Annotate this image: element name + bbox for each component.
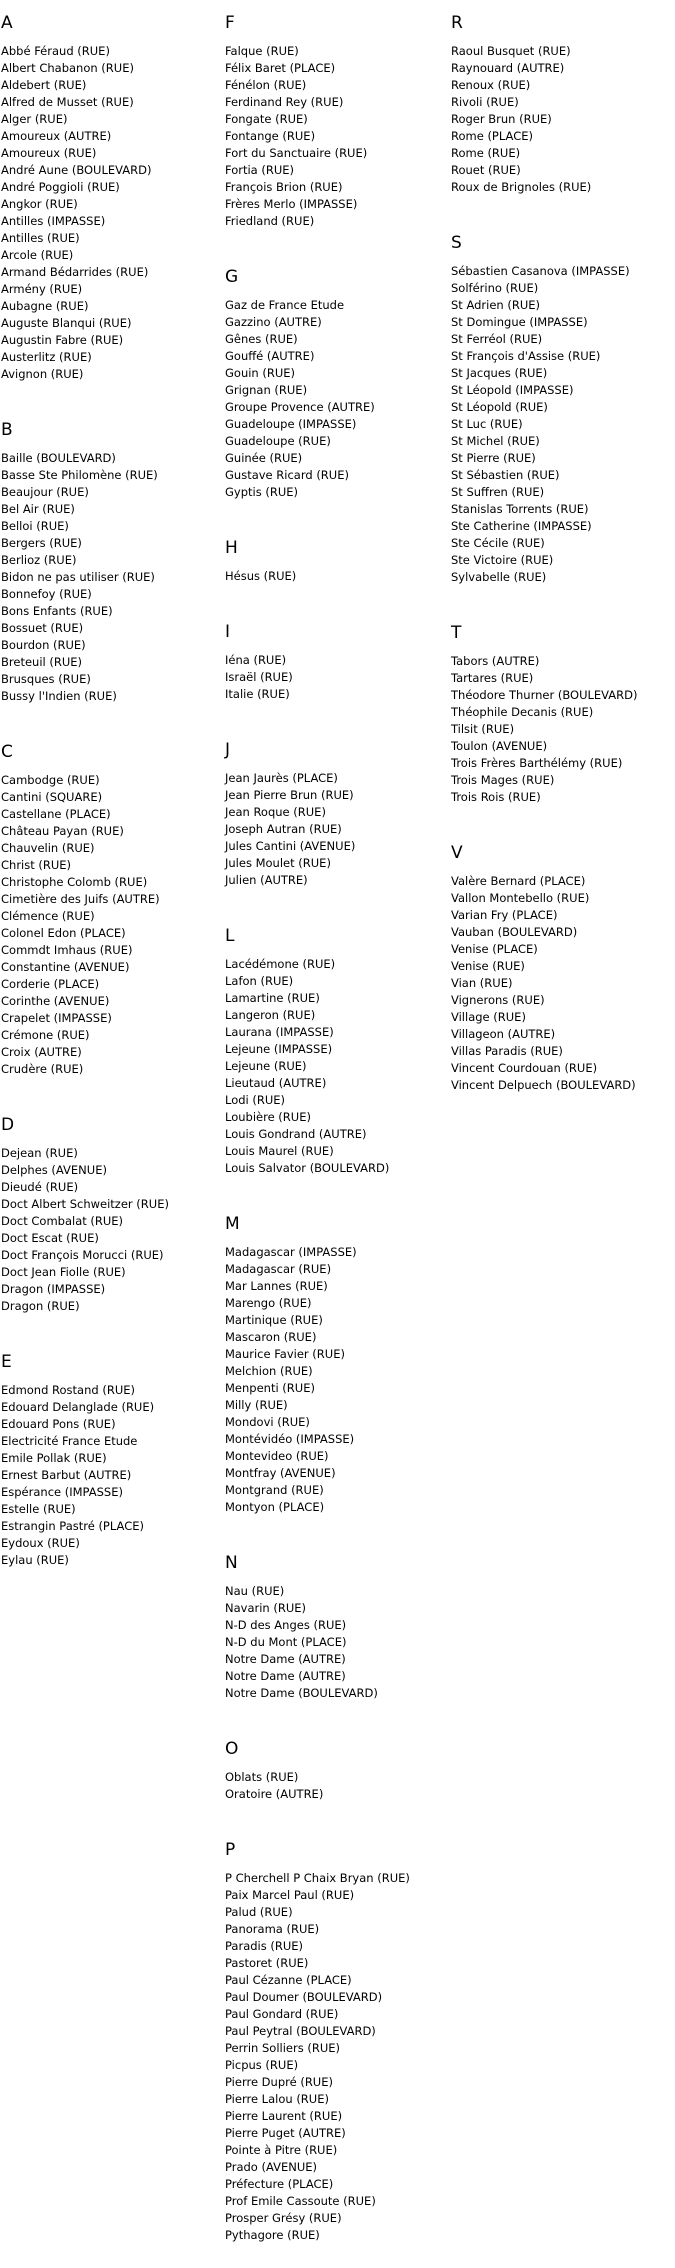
- street-link[interactable]: Rome (RUE): [451, 146, 521, 160]
- street-link[interactable]: Cimetière des Juifs (AUTRE): [1, 892, 160, 906]
- street-link[interactable]: Alger (RUE): [1, 112, 68, 126]
- street-link[interactable]: Belloi (RUE): [1, 519, 69, 533]
- street-link[interactable]: Gênes (RUE): [225, 332, 298, 346]
- letter-section-e: [1, 1351, 219, 1593]
- street-link[interactable]: Doct Escat (RUE): [1, 1231, 99, 1245]
- street-link[interactable]: Paul Doumer (BOULEVARD): [225, 1990, 383, 2004]
- street-link[interactable]: Joseph Autran (RUE): [225, 822, 342, 836]
- street-link[interactable]: Bidon ne pas utiliser (RUE): [1, 570, 155, 584]
- street-link[interactable]: Bourdon (RUE): [1, 638, 86, 652]
- street-link[interactable]: Doct Albert Schweitzer (RUE): [1, 1197, 169, 1211]
- street-link[interactable]: Paul Peytral (BOULEVARD): [225, 2024, 376, 2038]
- street-link[interactable]: Laurana (IMPASSE): [225, 1025, 334, 1039]
- section-spacer: [451, 196, 669, 220]
- section-letter-heading: E: [1, 1352, 12, 1372]
- street-link[interactable]: Pierre Dupré (RUE): [225, 2075, 333, 2089]
- section-spacer: [225, 703, 443, 727]
- street-link[interactable]: Prof Emile Cassoute (RUE): [225, 2194, 376, 2208]
- street-link[interactable]: Austerlitz (RUE): [1, 350, 92, 364]
- street-link[interactable]: Milly (RUE): [225, 1398, 288, 1412]
- street-link[interactable]: Delphes (AVENUE): [1, 1163, 107, 1177]
- section-letter-heading: J: [225, 740, 231, 760]
- street-link[interactable]: Bons Enfants (RUE): [1, 604, 113, 618]
- section-spacer: [225, 1177, 443, 1201]
- street-link[interactable]: Guinée (RUE): [225, 451, 303, 465]
- street-link[interactable]: Jean Pierre Brun (RUE): [225, 788, 354, 802]
- street-link[interactable]: Fontange (RUE): [225, 129, 316, 143]
- street-link[interactable]: Antilles (IMPASSE): [1, 214, 106, 228]
- street-link[interactable]: Jean Roque (RUE): [225, 805, 326, 819]
- letter-section-a: [1, 12, 219, 407]
- letter-section-s: [451, 232, 669, 610]
- street-link[interactable]: Bussy l'Indien (RUE): [1, 689, 117, 703]
- street-link[interactable]: Guadeloupe (IMPASSE): [225, 417, 357, 431]
- street-link[interactable]: Eylau (RUE): [1, 1553, 69, 1567]
- street-link[interactable]: Lacédémone (RUE): [225, 957, 336, 971]
- letter-section-j: [225, 739, 443, 913]
- letter-section-o: [225, 1738, 443, 1827]
- street-link[interactable]: Auguste Blanqui (RUE): [1, 316, 132, 330]
- street-link[interactable]: Arcole (RUE): [1, 248, 74, 262]
- street-link[interactable]: Village (RUE): [451, 1010, 526, 1024]
- street-link[interactable]: Picpus (RUE): [225, 2058, 299, 2072]
- street-link[interactable]: Edmond Rostand (RUE): [1, 1383, 135, 1397]
- letter-section-c: [1, 741, 219, 1102]
- street-link[interactable]: Espérance (IMPASSE): [1, 1485, 123, 1499]
- street-link[interactable]: François Brion (RUE): [225, 180, 343, 194]
- street-link[interactable]: Israël (RUE): [225, 670, 293, 684]
- street-link[interactable]: Colonel Edon (PLACE): [1, 926, 126, 940]
- section-spacer: [1, 1315, 219, 1339]
- section-letter-heading: B: [1, 420, 13, 440]
- street-link[interactable]: St Léopold (IMPASSE): [451, 383, 574, 397]
- letter-section-t: [451, 622, 669, 830]
- street-link[interactable]: Lamartine (RUE): [225, 991, 320, 1005]
- letter-section-p: [225, 1839, 443, 2268]
- street-link[interactable]: Oratoire (AUTRE): [225, 1787, 324, 1801]
- street-link[interactable]: Constantine (AVENUE): [1, 960, 130, 974]
- street-list: [225, 1244, 443, 1516]
- street-link[interactable]: Nau (RUE): [225, 1584, 285, 1598]
- section-letter-heading: I: [225, 622, 231, 642]
- letter-section-v: [451, 842, 669, 1118]
- street-link[interactable]: Fort du Sanctuaire (RUE): [225, 146, 368, 160]
- street-link[interactable]: St Pierre (RUE): [451, 451, 536, 465]
- street-link[interactable]: Montevideo (RUE): [225, 1449, 329, 1463]
- street-link[interactable]: Villas Paradis (RUE): [451, 1044, 563, 1058]
- section-letter-heading: C: [1, 742, 13, 762]
- street-list: [451, 873, 669, 1094]
- street-link[interactable]: Rouet (RUE): [451, 163, 521, 177]
- street-link[interactable]: Pointe à Pitre (RUE): [225, 2143, 338, 2157]
- street-link[interactable]: Corderie (PLACE): [1, 977, 100, 991]
- street-link[interactable]: Stanislas Torrents (RUE): [451, 502, 589, 516]
- letter-section-n: [225, 1552, 443, 1726]
- street-link[interactable]: Corinthe (AVENUE): [1, 994, 110, 1008]
- street-link[interactable]: Augustin Fabre (RUE): [1, 333, 124, 347]
- section-letter-heading: S: [451, 233, 462, 253]
- letter-section-b: [1, 419, 219, 729]
- street-link[interactable]: Julien (AUTRE): [225, 873, 308, 887]
- street-link[interactable]: Montyon (PLACE): [225, 1500, 325, 1514]
- street-link[interactable]: Gouin (RUE): [225, 366, 296, 380]
- street-link[interactable]: André Poggioli (RUE): [1, 180, 120, 194]
- street-link[interactable]: Valère Bernard (PLACE): [451, 874, 586, 888]
- street-link[interactable]: Mascaron (RUE): [225, 1330, 317, 1344]
- street-link[interactable]: Marengo (RUE): [225, 1296, 312, 1310]
- street-column-3: [451, 0, 669, 1118]
- street-link[interactable]: Iéna (RUE): [225, 653, 287, 667]
- section-letter-heading: F: [225, 13, 235, 33]
- street-link[interactable]: Notre Dame (BOULEVARD): [225, 1686, 378, 1700]
- street-list: [225, 568, 443, 585]
- street-link[interactable]: Loubière (RUE): [225, 1110, 311, 1124]
- street-link[interactable]: St Michel (RUE): [451, 434, 540, 448]
- street-link[interactable]: N-D du Mont (PLACE): [225, 1635, 347, 1649]
- street-link[interactable]: Lejeune (RUE): [225, 1059, 307, 1073]
- street-link[interactable]: Rome (PLACE): [451, 129, 533, 143]
- section-spacer: [1, 383, 219, 407]
- street-link[interactable]: Vignerons (RUE): [451, 993, 545, 1007]
- street-link[interactable]: Angkor (RUE): [1, 197, 78, 211]
- street-link[interactable]: Gouffé (AUTRE): [225, 349, 315, 363]
- letter-section-m: [225, 1213, 443, 1540]
- street-link[interactable]: Tartares (RUE): [451, 671, 534, 685]
- street-list: [451, 263, 669, 586]
- section-spacer: [225, 1803, 443, 1827]
- street-link[interactable]: Aldebert (RUE): [1, 78, 87, 92]
- street-link[interactable]: Crémone (RUE): [1, 1028, 90, 1042]
- street-link[interactable]: Trois Rois (RUE): [451, 790, 541, 804]
- street-link[interactable]: Lieutaud (AUTRE): [225, 1076, 327, 1090]
- street-link[interactable]: Croix (AUTRE): [1, 1045, 82, 1059]
- street-link[interactable]: Varian Fry (PLACE): [451, 908, 558, 922]
- street-link[interactable]: Montgrand (RUE): [225, 1483, 324, 1497]
- street-link[interactable]: Lodi (RUE): [225, 1093, 286, 1107]
- street-link[interactable]: Emile Pollak (RUE): [1, 1451, 107, 1465]
- street-link[interactable]: Lafon (RUE): [225, 974, 294, 988]
- street-link[interactable]: Frères Merlo (IMPASSE): [225, 197, 358, 211]
- letter-section-r: [451, 12, 669, 220]
- street-link[interactable]: Jules Moulet (RUE): [225, 856, 331, 870]
- section-spacer: [225, 1516, 443, 1540]
- street-link[interactable]: Christ (RUE): [1, 858, 72, 872]
- street-link[interactable]: Crapelet (IMPASSE): [1, 1011, 112, 1025]
- street-link[interactable]: Fénélon (RUE): [225, 78, 307, 92]
- street-link[interactable]: Tabors (AUTRE): [451, 654, 540, 668]
- section-spacer: [225, 585, 443, 609]
- letter-section-l: [225, 925, 443, 1201]
- street-link[interactable]: St Léopold (RUE): [451, 400, 548, 414]
- street-link[interactable]: Commdt Imhaus (RUE): [1, 943, 133, 957]
- letter-section-g: [225, 266, 443, 525]
- section-spacer: [1, 705, 219, 729]
- street-link[interactable]: Solférino (RUE): [451, 281, 539, 295]
- section-spacer: [451, 586, 669, 610]
- street-list: [451, 43, 669, 196]
- street-link[interactable]: Ste Victoire (RUE): [451, 553, 554, 567]
- street-link[interactable]: Pierre Puget (AUTRE): [225, 2126, 346, 2140]
- street-link[interactable]: Mar Lannes (RUE): [225, 1279, 328, 1293]
- street-link[interactable]: Paradis (RUE): [225, 1939, 304, 1953]
- section-letter-heading: M: [225, 1214, 240, 1234]
- street-link[interactable]: Melchion (RUE): [225, 1364, 313, 1378]
- street-link[interactable]: Vincent Delpuech (BOULEVARD): [451, 1078, 636, 1092]
- letter-section-h: [225, 537, 443, 609]
- street-link[interactable]: Fongate (RUE): [225, 112, 308, 126]
- street-link[interactable]: Jean Jaurès (PLACE): [225, 771, 338, 785]
- street-link[interactable]: Ste Catherine (IMPASSE): [451, 519, 592, 533]
- street-link[interactable]: Montévidéo (IMPASSE): [225, 1432, 355, 1446]
- street-link[interactable]: Vallon Montebello (RUE): [451, 891, 590, 905]
- street-link[interactable]: Vauban (BOULEVARD): [451, 925, 578, 939]
- street-link[interactable]: Panorama (RUE): [225, 1922, 320, 1936]
- street-list: [225, 956, 443, 1177]
- street-link[interactable]: Dejean (RUE): [1, 1146, 78, 1160]
- street-list: [225, 1583, 443, 1702]
- street-link[interactable]: Lejeune (IMPASSE): [225, 1042, 333, 1056]
- street-link[interactable]: Italie (RUE): [225, 687, 290, 701]
- street-link[interactable]: Clémence (RUE): [1, 909, 95, 923]
- street-link[interactable]: Paix Marcel Paul (RUE): [225, 1888, 355, 1902]
- street-link[interactable]: Gaz de France Etude: [225, 298, 345, 312]
- street-link[interactable]: Hésus (RUE): [225, 569, 297, 583]
- street-link[interactable]: Beaujour (RUE): [1, 485, 89, 499]
- street-link[interactable]: Louis Gondrand (AUTRE): [225, 1127, 367, 1141]
- street-link[interactable]: Aubagne (RUE): [1, 299, 89, 313]
- letter-section-f: [225, 12, 443, 254]
- street-list: [1, 1382, 219, 1569]
- street-link[interactable]: Albert Chabanon (RUE): [1, 61, 134, 75]
- street-link[interactable]: Gustave Ricard (RUE): [225, 468, 349, 482]
- street-link[interactable]: Dragon (RUE): [1, 1299, 80, 1313]
- section-letter-heading: V: [451, 843, 463, 863]
- street-link[interactable]: Prado (AVENUE): [225, 2160, 318, 2174]
- section-spacer: [1, 1078, 219, 1102]
- street-link[interactable]: Dragon (IMPASSE): [1, 1282, 106, 1296]
- street-link[interactable]: Navarin (RUE): [225, 1601, 307, 1615]
- street-link[interactable]: Baille (BOULEVARD): [1, 451, 116, 465]
- street-link[interactable]: Pythagore (RUE): [225, 2228, 320, 2242]
- street-link[interactable]: Venise (PLACE): [451, 942, 538, 956]
- street-link[interactable]: Bonnefoy (RUE): [1, 587, 92, 601]
- street-link[interactable]: Edouard Pons (RUE): [1, 1417, 116, 1431]
- street-link[interactable]: Cantini (SQUARE): [1, 790, 103, 804]
- street-link[interactable]: Tilsit (RUE): [451, 722, 515, 736]
- street-link[interactable]: Fortia (RUE): [225, 163, 295, 177]
- section-letter-heading: O: [225, 1739, 239, 1759]
- street-link[interactable]: St Adrien (RUE): [451, 298, 541, 312]
- street-link[interactable]: Oblats (RUE): [225, 1770, 299, 1784]
- street-link[interactable]: Notre Dame (AUTRE): [225, 1652, 346, 1666]
- street-link[interactable]: Eydoux (RUE): [1, 1536, 80, 1550]
- street-list: [225, 43, 443, 230]
- street-link[interactable]: St Luc (RUE): [451, 417, 523, 431]
- street-link[interactable]: Castellane (PLACE): [1, 807, 111, 821]
- street-link[interactable]: Sylvabelle (RUE): [451, 570, 547, 584]
- street-link[interactable]: Ste Cécile (RUE): [451, 536, 545, 550]
- street-link[interactable]: Toulon (AVENUE): [451, 739, 548, 753]
- street-link[interactable]: Armand Bédarrides (RUE): [1, 265, 149, 279]
- street-link[interactable]: Estelle (RUE): [1, 1502, 76, 1516]
- street-list: [225, 1870, 443, 2244]
- street-link[interactable]: N-D des Anges (RUE): [225, 1618, 347, 1632]
- street-link[interactable]: Maurice Favier (RUE): [225, 1347, 345, 1361]
- street-link[interactable]: Madagascar (RUE): [225, 1262, 332, 1276]
- street-link[interactable]: Jules Cantini (AVENUE): [225, 839, 356, 853]
- street-link[interactable]: Vincent Courdouan (RUE): [451, 1061, 598, 1075]
- street-link[interactable]: Bossuet (RUE): [1, 621, 84, 635]
- street-link[interactable]: Château Payan (RUE): [1, 824, 124, 838]
- street-link[interactable]: Guadeloupe (RUE): [225, 434, 331, 448]
- street-link[interactable]: Doct François Morucci (RUE): [1, 1248, 164, 1262]
- street-link[interactable]: Bergers (RUE): [1, 536, 82, 550]
- street-link[interactable]: St Domingue (IMPASSE): [451, 315, 588, 329]
- street-link[interactable]: Paul Cézanne (PLACE): [225, 1973, 352, 1987]
- street-link[interactable]: Rivoli (RUE): [451, 95, 519, 109]
- street-link[interactable]: Mondovi (RUE): [225, 1415, 310, 1429]
- street-link[interactable]: Paul Gondard (RUE): [225, 2007, 339, 2021]
- street-link[interactable]: Madagascar (IMPASSE): [225, 1245, 357, 1259]
- street-link[interactable]: Théodore Thurner (BOULEVARD): [451, 688, 638, 702]
- street-link[interactable]: Doct Combalat (RUE): [1, 1214, 124, 1228]
- street-link[interactable]: Ferdinand Rey (RUE): [225, 95, 344, 109]
- street-link[interactable]: Christophe Colomb (RUE): [1, 875, 148, 889]
- street-link[interactable]: St Jacques (RUE): [451, 366, 548, 380]
- street-link[interactable]: Crudère (RUE): [1, 1062, 84, 1076]
- section-letter-heading: T: [451, 623, 462, 643]
- section-letter-heading: P: [225, 1840, 236, 1860]
- street-link[interactable]: Louis Maurel (RUE): [225, 1144, 334, 1158]
- street-link[interactable]: Amoureux (AUTRE): [1, 129, 112, 143]
- street-link[interactable]: Théophile Decanis (RUE): [451, 705, 594, 719]
- street-link[interactable]: Venise (RUE): [451, 959, 525, 973]
- street-list: [451, 653, 669, 806]
- street-link[interactable]: St Sébastien (RUE): [451, 468, 560, 482]
- street-link[interactable]: Roux de Brignoles (RUE): [451, 180, 592, 194]
- street-link[interactable]: Armény (RUE): [1, 282, 83, 296]
- section-spacer: [225, 1702, 443, 1726]
- street-link[interactable]: Groupe Provence (AUTRE): [225, 400, 375, 414]
- street-link[interactable]: Notre Dame (AUTRE): [225, 1669, 346, 1683]
- section-spacer: [451, 806, 669, 830]
- letter-section-i: [225, 621, 443, 727]
- street-link[interactable]: Raynouard (AUTRE): [451, 61, 565, 75]
- street-link[interactable]: Falque (RUE): [225, 44, 299, 58]
- street-link[interactable]: Gazzino (AUTRE): [225, 315, 322, 329]
- street-link[interactable]: Electricité France Etude: [1, 1434, 138, 1448]
- street-link[interactable]: Brusques (RUE): [1, 672, 91, 686]
- street-list: [1, 43, 219, 383]
- street-link[interactable]: Cambodge (RUE): [1, 773, 100, 787]
- street-link[interactable]: Antilles (RUE): [1, 231, 80, 245]
- section-spacer: [225, 230, 443, 254]
- street-link[interactable]: Bel Air (RUE): [1, 502, 75, 516]
- section-spacer: [225, 2244, 443, 2268]
- street-link[interactable]: Félix Baret (PLACE): [225, 61, 336, 75]
- street-link[interactable]: Langeron (RUE): [225, 1008, 316, 1022]
- section-letter-heading: N: [225, 1553, 238, 1573]
- section-spacer: [1, 1569, 219, 1593]
- section-letter-heading: D: [1, 1115, 15, 1135]
- street-link[interactable]: Pastoret (RUE): [225, 1956, 309, 1970]
- street-link[interactable]: Basse Ste Philomène (RUE): [1, 468, 158, 482]
- street-column-1: [1, 0, 219, 1593]
- street-link[interactable]: Breteuil (RUE): [1, 655, 83, 669]
- section-spacer: [225, 501, 443, 525]
- street-list: [1, 1145, 219, 1315]
- street-link[interactable]: Roger Brun (RUE): [451, 112, 552, 126]
- street-list: [225, 652, 443, 703]
- street-link[interactable]: Friedland (RUE): [225, 214, 315, 228]
- street-link[interactable]: Préfecture (PLACE): [225, 2177, 334, 2191]
- street-list: [225, 1769, 443, 1803]
- street-link[interactable]: Gyptis (RUE): [225, 485, 299, 499]
- letter-section-d: [1, 1114, 219, 1339]
- street-link[interactable]: Pierre Laurent (RUE): [225, 2109, 343, 2123]
- street-link[interactable]: Edouard Delanglade (RUE): [1, 1400, 155, 1414]
- street-link[interactable]: St Ferréol (RUE): [451, 332, 543, 346]
- street-column-2: [225, 0, 443, 2268]
- street-link[interactable]: Grignan (RUE): [225, 383, 308, 397]
- street-link[interactable]: Pierre Lalou (RUE): [225, 2092, 329, 2106]
- section-letter-heading: H: [225, 538, 238, 558]
- section-letter-heading: G: [225, 267, 239, 287]
- street-link[interactable]: Ernest Barbut (AUTRE): [1, 1468, 132, 1482]
- street-link[interactable]: Trois Mages (RUE): [451, 773, 555, 787]
- street-link[interactable]: P Cherchell P Chaix Bryan (RUE): [225, 1871, 410, 1885]
- street-link[interactable]: Abbé Féraud (RUE): [1, 44, 110, 58]
- street-link[interactable]: André Aune (BOULEVARD): [1, 163, 152, 177]
- section-letter-heading: A: [1, 13, 13, 33]
- street-list: [225, 770, 443, 889]
- street-link[interactable]: Martinique (RUE): [225, 1313, 323, 1327]
- street-link[interactable]: Menpenti (RUE): [225, 1381, 315, 1395]
- section-letter-heading: R: [451, 13, 463, 33]
- street-link[interactable]: Montfray (AVENUE): [225, 1466, 336, 1480]
- section-spacer: [225, 889, 443, 913]
- street-link[interactable]: St Suffren (RUE): [451, 485, 545, 499]
- street-link[interactable]: Prosper Grésy (RUE): [225, 2211, 342, 2225]
- street-link[interactable]: Perrin Solliers (RUE): [225, 2041, 341, 2055]
- section-spacer: [451, 1094, 669, 1118]
- street-list: [225, 297, 443, 501]
- street-link[interactable]: Vian (RUE): [451, 976, 513, 990]
- street-list: [1, 450, 219, 705]
- street-link[interactable]: Louis Salvator (BOULEVARD): [225, 1161, 390, 1175]
- street-link[interactable]: Renoux (RUE): [451, 78, 531, 92]
- street-link[interactable]: Amoureux (RUE): [1, 146, 97, 160]
- street-link[interactable]: Doct Jean Fiolle (RUE): [1, 1265, 126, 1279]
- street-link[interactable]: Alfred de Musset (RUE): [1, 95, 134, 109]
- street-link[interactable]: Dieudé (RUE): [1, 1180, 79, 1194]
- street-link[interactable]: Berlioz (RUE): [1, 553, 77, 567]
- street-link[interactable]: St François d'Assise (RUE): [451, 349, 601, 363]
- street-link[interactable]: Villageon (AUTRE): [451, 1027, 556, 1041]
- street-link[interactable]: Trois Frères Barthélémy (RUE): [451, 756, 623, 770]
- street-link[interactable]: Sébastien Casanova (IMPASSE): [451, 264, 630, 278]
- street-link[interactable]: Chauvelin (RUE): [1, 841, 95, 855]
- street-link[interactable]: Palud (RUE): [225, 1905, 293, 1919]
- street-link[interactable]: Raoul Busquet (RUE): [451, 44, 571, 58]
- street-link[interactable]: Avignon (RUE): [1, 367, 84, 381]
- section-letter-heading: L: [225, 926, 235, 946]
- street-link[interactable]: Estrangin Pastré (PLACE): [1, 1519, 144, 1533]
- street-list: [1, 772, 219, 1078]
